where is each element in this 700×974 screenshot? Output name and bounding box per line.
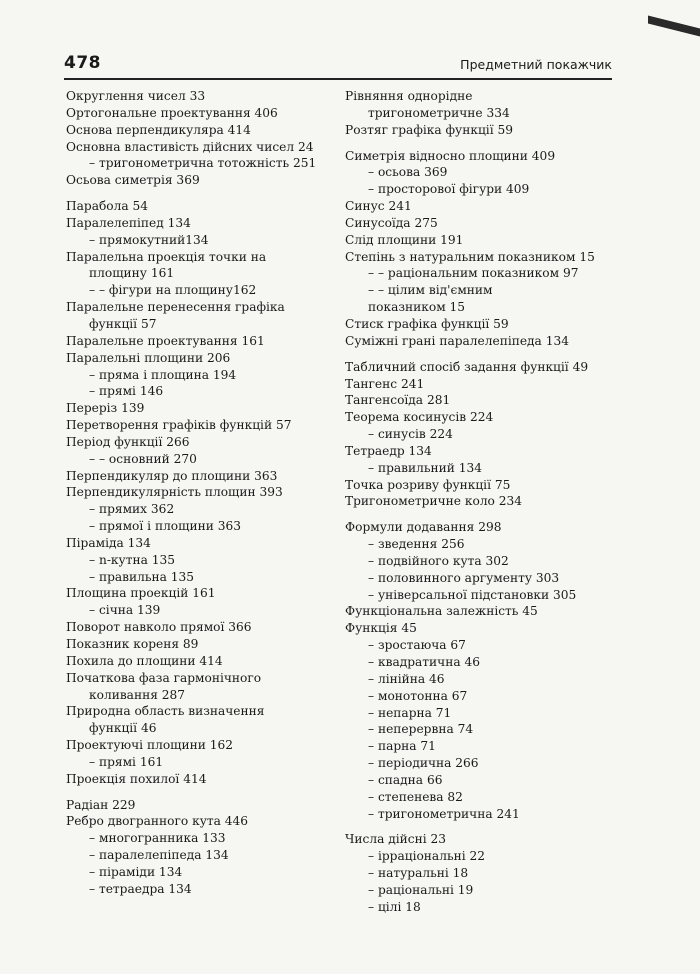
index-entry: Тангенс 241 bbox=[345, 376, 425, 391]
index-subentry: – натуральні 18 bbox=[368, 866, 469, 881]
index-entry: Похила до площини 414 bbox=[66, 653, 223, 668]
index-subentry: – універсальної підстановки 305 bbox=[368, 587, 577, 602]
index-entry: Проекція похилої 414 bbox=[66, 771, 207, 786]
index-entry: Тангенсоїда 281 bbox=[345, 393, 451, 408]
index-subentry: – прямих 362 bbox=[89, 502, 175, 517]
index-entry: Функція 45 bbox=[345, 621, 417, 636]
index-subentry: – монотонна 67 bbox=[368, 688, 468, 703]
index-subentry: – лінійна 46 bbox=[368, 671, 445, 686]
index-entry: Переріз 139 bbox=[66, 401, 145, 416]
index-subentry: коливання 287 bbox=[89, 687, 186, 702]
index-subentry: – піраміди 134 bbox=[89, 864, 183, 879]
index-entry: Осьова симетрія 369 bbox=[66, 173, 200, 188]
index-entry: Тетраедр 134 bbox=[345, 443, 432, 458]
index-subentry: – – цілим від'ємним bbox=[368, 283, 493, 298]
index-entry: Стиск графіка функції 59 bbox=[345, 316, 509, 331]
index-subentry: – прямокутний134 bbox=[89, 232, 209, 247]
index-entry: Паралельне проектування 161 bbox=[66, 333, 265, 348]
index-entry: Перпендикуляр до площини 363 bbox=[66, 468, 278, 483]
index-subentry: – неперервна 74 bbox=[368, 722, 474, 737]
index-subentry: – многогранника 133 bbox=[89, 831, 226, 846]
index-entry: Округлення чисел 33 bbox=[66, 89, 206, 103]
index-subentry: – просторової фігури 409 bbox=[368, 182, 530, 197]
index-subentry: – цілі 18 bbox=[368, 899, 421, 914]
index-entry: Початкова фаза гармонічного bbox=[66, 670, 262, 685]
index-subentry: – непарна 71 bbox=[368, 705, 452, 720]
corner-scan-mark bbox=[648, 16, 700, 37]
index-subentry: – квадратична 46 bbox=[368, 655, 480, 669]
index-subentry: – парна 71 bbox=[368, 739, 436, 754]
index-entry: Ортогональне проектування 406 bbox=[66, 105, 278, 120]
index-entry: Степінь з натуральним показником 15 bbox=[345, 249, 595, 264]
index-subentry: – зростаюча 67 bbox=[368, 638, 466, 653]
index-subentry: – тетраедра 134 bbox=[89, 881, 192, 896]
index-subentry: – прямої і площини 363 bbox=[89, 519, 241, 534]
index-subentry: – n-кутна 135 bbox=[89, 552, 175, 567]
index-group bbox=[345, 359, 620, 511]
index-entry: Поворот навколо прямої 366 bbox=[66, 620, 252, 635]
index-entry: Природна область визначення bbox=[66, 704, 265, 719]
index-entry: Основна властивість дійсних чисел 24 bbox=[66, 139, 314, 154]
index-entry: Тригонометричне коло 234 bbox=[345, 494, 523, 509]
index-entry: Формули додавання 298 bbox=[345, 520, 502, 535]
index-group bbox=[66, 198, 338, 788]
index-group bbox=[66, 797, 338, 898]
index-subentry: – тригонометрична тотожність 251 bbox=[89, 156, 317, 171]
index-subentry: – прямі 161 bbox=[89, 754, 164, 769]
index-group bbox=[345, 88, 620, 139]
index-entry: Суміжні грані паралелепіпеда 134 bbox=[345, 333, 569, 348]
index-entry: Функціональна залежність 45 bbox=[345, 604, 538, 619]
index-subentry: – пряма і площина 194 bbox=[89, 367, 237, 382]
index-column-left bbox=[66, 88, 338, 907]
index-entry: Перпендикулярність площин 393 bbox=[66, 485, 283, 500]
index-entry: Паралелепіпед 134 bbox=[66, 215, 191, 230]
index-subentry: – раціональні 19 bbox=[368, 882, 474, 897]
index-entry: Паралельні площини 206 bbox=[66, 350, 231, 365]
index-subentry: – періодична 266 bbox=[368, 756, 479, 771]
index-entry: Паралельне перенесення графіка bbox=[66, 300, 285, 315]
index-subentry: – подвійного кута 302 bbox=[368, 553, 509, 568]
index-subentry: – – фігури на площину162 bbox=[89, 283, 257, 298]
index-subentry: показником 15 bbox=[368, 300, 466, 315]
index-subentry: – половинного аргументу 303 bbox=[368, 570, 560, 585]
index-subentry: – січна 139 bbox=[89, 603, 161, 618]
index-entry: Радіан 229 bbox=[66, 797, 136, 812]
index-group bbox=[345, 831, 620, 915]
index-entry: Ребро двогранного кута 446 bbox=[66, 814, 249, 829]
index-entry: Проектуючі площини 162 bbox=[66, 738, 233, 753]
index-subentry: – синусів 224 bbox=[368, 427, 453, 442]
index-group bbox=[345, 519, 620, 822]
index-subentry: площину 161 bbox=[89, 266, 175, 281]
index-entry: Слід площини 191 bbox=[345, 232, 464, 247]
index-entry: Піраміда 134 bbox=[66, 535, 151, 550]
index-entry: Парабола 54 bbox=[66, 199, 149, 214]
index-entry: Табличний спосіб задання функції 49 bbox=[345, 359, 589, 374]
page-number: 478 bbox=[64, 53, 101, 73]
index-entry: Площина проекцій 161 bbox=[66, 586, 216, 601]
index-subentry: – прямі 146 bbox=[89, 384, 164, 399]
index-subentry: – степенева 82 bbox=[368, 789, 463, 804]
index-entry: Перетворення графіків функцій 57 bbox=[66, 418, 292, 433]
index-entry: Синусоїда 275 bbox=[345, 215, 438, 230]
index-subentry: функції 46 bbox=[89, 721, 157, 736]
running-title: Предметний покажчик bbox=[460, 57, 612, 72]
index-column-right bbox=[345, 88, 620, 925]
index-subentry: – ірраціональні 22 bbox=[368, 849, 485, 864]
index-group bbox=[345, 148, 620, 350]
index-subentry: – – основний 270 bbox=[89, 451, 197, 466]
index-entry: Основа перпендикуляра 414 bbox=[66, 122, 251, 137]
index-subentry: – тригонометрична 241 bbox=[368, 806, 520, 821]
index-subentry: – правильна 135 bbox=[89, 569, 195, 584]
index-entry: Розтяг графіка функції 59 bbox=[345, 122, 513, 137]
index-entry: Точка розриву функції 75 bbox=[345, 477, 511, 492]
index-entry: Рівняння однорідне bbox=[345, 89, 473, 103]
index-subentry: – зведення 256 bbox=[368, 537, 465, 552]
index-subentry: – осьова 369 bbox=[368, 165, 448, 180]
index-subentry: – – раціональним показником 97 bbox=[368, 266, 579, 281]
index-entry: Теорема косинусів 224 bbox=[345, 410, 494, 425]
index-entry: Синус 241 bbox=[345, 199, 412, 214]
index-group bbox=[66, 88, 338, 189]
header-rule bbox=[64, 78, 612, 80]
index-entry: Симетрія відносно площини 409 bbox=[345, 148, 556, 163]
index-entry: Показник кореня 89 bbox=[66, 637, 199, 651]
page-header bbox=[64, 52, 612, 78]
index-entry: Паралельна проекція точки на bbox=[66, 249, 267, 264]
index-subentry: – спадна 66 bbox=[368, 772, 443, 787]
index-entry: Період функції 266 bbox=[66, 434, 190, 449]
index-subentry: – паралелепіпеда 134 bbox=[89, 848, 229, 863]
index-subentry: – правильний 134 bbox=[368, 460, 483, 475]
index-entry: Числа дійсні 23 bbox=[345, 832, 447, 847]
index-subentry: тригонометричне 334 bbox=[368, 105, 510, 120]
index-subentry: функції 57 bbox=[89, 316, 157, 331]
